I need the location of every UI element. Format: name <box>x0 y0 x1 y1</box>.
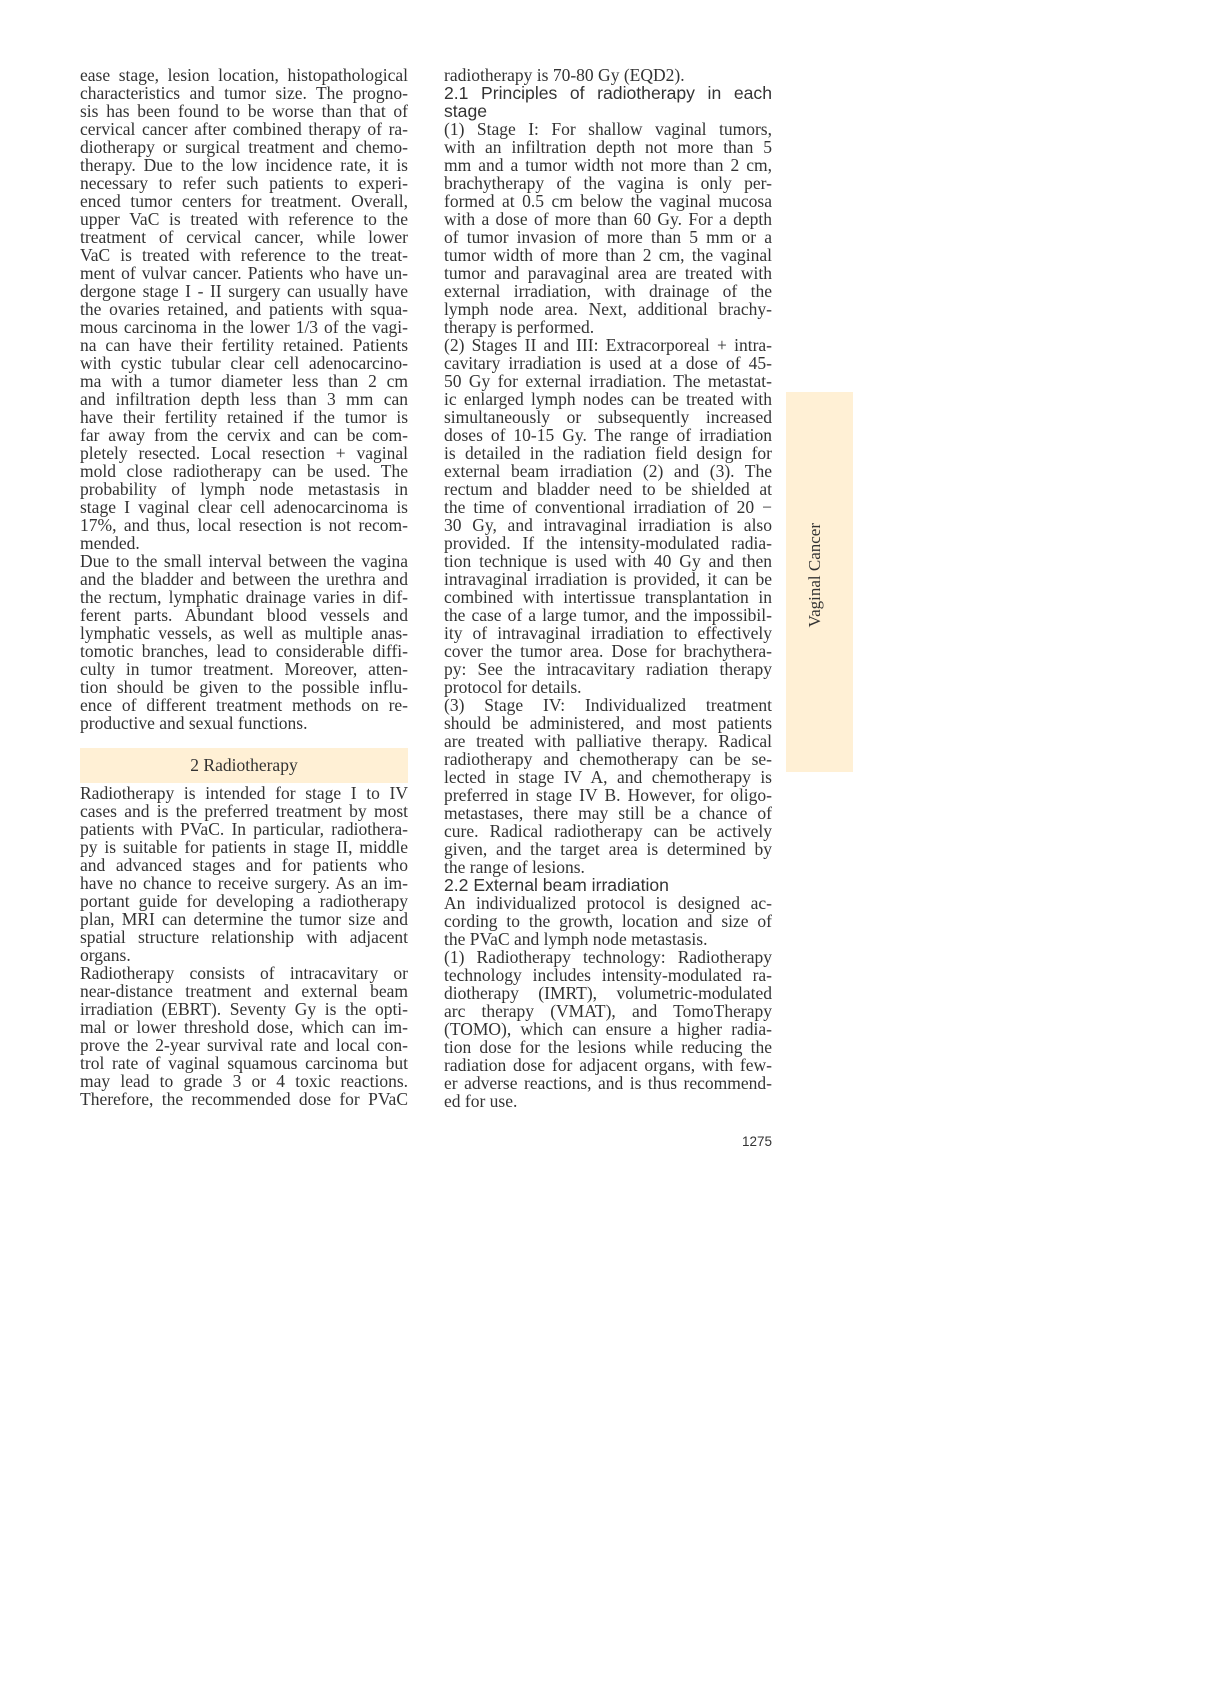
paragraph <box>444 120 772 336</box>
text-line: 2.2 External beam irradiation <box>444 875 669 895</box>
text-line: cording to the growth, location and size of <box>444 911 772 931</box>
text-line: provided. If the intensity-modulated radia- <box>444 533 772 553</box>
text-line: ma with a tumor diameter less than 2 cm <box>80 371 408 391</box>
text-line: culty in tumor treatment. Moreover, atten- <box>80 659 408 679</box>
text-line: VaC is treated with reference to the treat- <box>80 245 408 265</box>
text-line: and infiltration depth less than 3 mm can <box>80 389 408 409</box>
text-line: irradiation (EBRT). Seventy Gy is the opti- <box>80 999 408 1019</box>
text-line: (1) Stage I: For shallow vaginal tumors, <box>444 119 772 139</box>
text-line: far away from the cervix and can be com- <box>80 425 408 445</box>
text-line: necessary to refer such patients to experi- <box>80 173 408 193</box>
text-line: (2) Stages II and III: Extracorporeal + intra- <box>444 335 772 355</box>
text-line: mold close radiotherapy can be used. The <box>80 461 408 481</box>
paragraph <box>444 336 772 696</box>
text-line: 2.1 Principles of radiotherapy in each <box>444 83 772 103</box>
text-line: 50 Gy for external irradiation. The metastat- <box>444 371 772 391</box>
text-line: er adverse reactions, and is thus recommend- <box>444 1073 772 1093</box>
paragraph <box>444 696 772 876</box>
subsection-heading <box>444 876 772 894</box>
text-line: lected in stage IV A, and chemotherapy is <box>444 767 772 787</box>
page-number: 1275 <box>741 1134 772 1149</box>
text-line: plan, MRI can determine the tumor size and <box>80 909 408 929</box>
text-line: ence of different treatment methods on re- <box>80 695 408 715</box>
paragraph <box>80 66 408 552</box>
text-line: arc therapy (VMAT), and TomoTherapy <box>444 1001 772 1021</box>
text-line: tion dose for the lesions while reducing the <box>444 1037 772 1057</box>
text-line: Radiotherapy is intended for stage I to IV <box>80 783 408 803</box>
text-line: spatial structure relationship with adjacent <box>80 927 408 947</box>
text-line: cavitary irradiation is used at a dose of 45- <box>444 353 772 373</box>
text-line: the case of a large tumor, and the impossibil- <box>444 605 772 625</box>
text-line: near-distance treatment and external beam <box>80 981 408 1001</box>
text-line: may lead to grade 3 or 4 toxic reactions. <box>80 1071 408 1091</box>
text-line: patients with PVaC. In particular, radiothera- <box>80 819 408 839</box>
text-line: sis has been found to be worse than that of <box>80 101 408 121</box>
text-line: py is suitable for patients in stage II, middle <box>80 837 408 857</box>
paragraph <box>80 552 408 732</box>
paragraph <box>80 964 408 1108</box>
text-line: tion should be given to the possible influ- <box>80 677 408 697</box>
right-text-column <box>444 66 772 1110</box>
text-line: mous carcinoma in the lower 1/3 of the vagi- <box>80 317 408 337</box>
text-line: technology includes intensity-modulated ra- <box>444 965 772 985</box>
text-line: and advanced stages and for patients who <box>80 855 408 875</box>
text-line: simultaneously or subsequently increased <box>444 407 772 427</box>
section-heading-banner <box>80 748 408 783</box>
text-line: external irradiation, with drainage of the <box>444 281 772 301</box>
text-line: protocol for details. <box>444 677 582 697</box>
text-line: intravaginal irradiation is provided, it can be <box>444 569 772 589</box>
text-line: productive and sexual functions. <box>80 713 308 733</box>
text-line: is detailed in the radiation field design for <box>444 443 772 463</box>
text-line: (TOMO), which can ensure a higher radia- <box>444 1019 772 1039</box>
text-line: prove the 2-year survival rate and local con- <box>80 1035 408 1055</box>
text-line: radiotherapy and chemotherapy can be se- <box>444 749 772 769</box>
paragraph <box>80 784 408 964</box>
text-line: preferred in stage IV B. However, for oligo- <box>444 785 772 805</box>
text-line: of tumor invasion of more than 5 mm or a <box>444 227 772 247</box>
text-line: organs. <box>80 945 131 965</box>
text-line: formed at 0.5 cm below the vaginal mucosa <box>444 191 772 211</box>
text-line: probability of lymph node metastasis in <box>80 479 408 499</box>
text-line: rectum and bladder need to be shielded at <box>444 479 772 499</box>
text-line: given, and the target area is determined by <box>444 839 772 859</box>
text-line: dergone stage I - II surgery can usually have <box>80 281 408 301</box>
text-line: the PVaC and lymph node metastasis. <box>444 929 708 949</box>
text-line: cases and is the preferred treatment by most <box>80 801 408 821</box>
text-line: ease stage, lesion location, histopathological <box>80 65 408 85</box>
text-line: ic enlarged lymph nodes can be treated with <box>444 389 772 409</box>
text-line: enced tumor centers for treatment. Overall, <box>80 191 408 211</box>
text-line: treatment of cervical cancer, while lower <box>80 227 408 247</box>
text-line: Therefore, the recommended dose for PVaC <box>80 1089 408 1109</box>
text-line: diotherapy (IMRT), volumetric-modulated <box>444 983 772 1003</box>
text-line: Due to the small interval between the vagina <box>80 551 408 571</box>
subsection-heading <box>444 84 772 120</box>
text-line: external beam irradiation (2) and (3). The <box>444 461 772 481</box>
paragraph <box>444 66 772 84</box>
text-line: ity of intravaginal irradiation to effectively <box>444 623 772 643</box>
text-line: lymph node area. Next, additional brachy- <box>444 299 772 319</box>
text-line: ment of vulvar cancer. Patients who have un- <box>80 263 408 283</box>
text-line: should be administered, and most patients <box>444 713 772 733</box>
text-line: cervical cancer after combined therapy of ra- <box>80 119 408 139</box>
text-line: brachytherapy of the vagina is only per- <box>444 173 772 193</box>
text-line: the range of lesions. <box>444 857 585 877</box>
text-line: pletely resected. Local resection + vaginal <box>80 443 408 463</box>
text-line: have no chance to receive surgery. As an im- <box>80 873 408 893</box>
text-line: portant guide for developing a radiotherapy <box>80 891 408 911</box>
text-line: stage <box>444 101 488 121</box>
text-line: upper VaC is treated with reference to the <box>80 209 408 229</box>
text-line: (3) Stage IV: Individualized treatment <box>444 695 772 715</box>
section-heading-text: 2 Radiotherapy <box>190 755 298 775</box>
text-line: tumor width of more than 2 cm, the vaginal <box>444 245 772 265</box>
text-line: radiation dose for adjacent organs, with few- <box>444 1055 772 1075</box>
text-line: metastases, there may still be a chance of <box>444 803 772 823</box>
text-line: ed for use. <box>444 1091 518 1111</box>
text-line: with a dose of more than 60 Gy. For a depth <box>444 209 772 229</box>
chapter-side-tab <box>786 392 853 772</box>
text-line: tumor and paravaginal area are treated with <box>444 263 772 283</box>
text-line: stage I vaginal clear cell adenocarcinoma is <box>80 497 408 517</box>
text-line: therapy. Due to the low incidence rate, it is <box>80 155 408 175</box>
text-line: mm and a tumor width not more than 2 cm, <box>444 155 772 175</box>
text-line: na can have their fertility retained. Patients <box>80 335 408 355</box>
text-line: diotherapy or surgical treatment and chemo- <box>80 137 408 157</box>
text-line: with an infiltration depth not more than 5 <box>444 137 772 157</box>
text-line: py: See the intracavitary radiation therapy <box>444 659 772 679</box>
left-text-column <box>80 66 408 1108</box>
text-line: characteristics and tumor size. The progno- <box>80 83 408 103</box>
text-line: trol rate of vaginal squamous carcinoma but <box>80 1053 408 1073</box>
text-line: 17%, and thus, local resection is not recom- <box>80 515 408 535</box>
text-line: An individualized protocol is designed ac- <box>444 893 772 913</box>
paragraph <box>444 894 772 948</box>
text-line: with cystic tubular clear cell adenocarcino- <box>80 353 408 373</box>
text-line: (1) Radiotherapy technology: Radiotherapy <box>444 947 772 967</box>
text-line: mal or lower threshold dose, which can im- <box>80 1017 408 1037</box>
text-line: cure. Radical radiotherapy can be actively <box>444 821 772 841</box>
text-line: the ovaries retained, and patients with squa- <box>80 299 408 319</box>
text-line: therapy is performed. <box>444 317 595 337</box>
paragraph <box>444 948 772 1110</box>
text-line: mended. <box>80 533 140 553</box>
text-line: have their fertility retained if the tumor is <box>80 407 408 427</box>
text-line: tomotic branches, lead to considerable diffi- <box>80 641 408 661</box>
text-line: and the bladder and between the urethra and <box>80 569 408 589</box>
text-line: the rectum, lymphatic drainage varies in dif- <box>80 587 408 607</box>
text-line: the time of conventional irradiation of 20 − <box>444 497 772 517</box>
text-line: ferent parts. Abundant blood vessels and <box>80 605 408 625</box>
text-line: are treated with palliative therapy. Radical <box>444 731 772 751</box>
text-line: combined with intertissue transplantation in <box>444 587 772 607</box>
text-line: radiotherapy is 70-80 Gy (EQD2). <box>444 65 685 85</box>
text-line: tion technique is used with 40 Gy and then <box>444 551 772 571</box>
text-line: doses of 10-15 Gy. The range of irradiation <box>444 425 772 445</box>
text-line: 30 Gy, and intravaginal irradiation is also <box>444 515 772 535</box>
text-line: Radiotherapy consists of intracavitary or <box>80 963 408 983</box>
chapter-side-tab-label: Vaginal Cancer <box>805 523 824 628</box>
text-line: cover the tumor area. Dose for brachythera- <box>444 641 772 661</box>
text-line: lymphatic vessels, as well as multiple anas- <box>80 623 408 643</box>
